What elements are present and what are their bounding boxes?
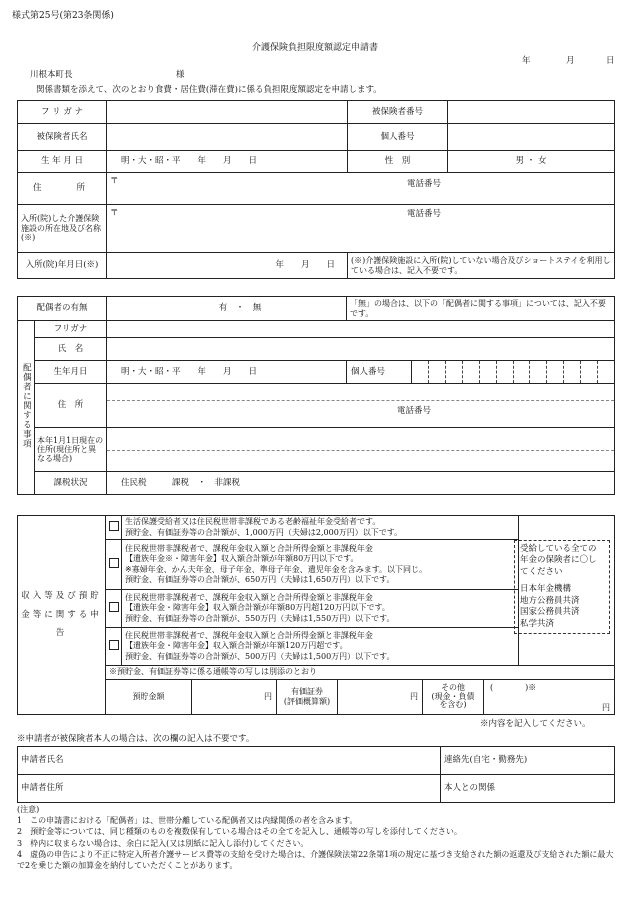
applicant-relation-field[interactable] [441, 775, 615, 803]
spouse-table [17, 296, 615, 495]
applicant-address-label: 申請者住所 [21, 783, 64, 794]
spouse-phone-label: 電話番号 [397, 406, 432, 416]
income-option-1-checkbox[interactable] [106, 516, 122, 540]
spouse-jan1-field[interactable] [107, 428, 615, 472]
postal-mark: 〒 [110, 176, 119, 186]
furigana-field[interactable] [107, 101, 348, 124]
spouse-furigana-field[interactable] [107, 321, 615, 338]
pension-insurer-box[interactable] [514, 540, 610, 634]
spouse-name-field[interactable] [107, 338, 615, 361]
spouse-birth-eras[interactable]: 明・大・昭・平 年 月 日 [107, 361, 347, 384]
admit-note: (※)介護保険施設に入所(院)していない場合及びショートステイを利用している場合は、記入不要です。 [348, 253, 615, 279]
note-2: 2 預貯金等については、同じ種類のものを複数保有している場合はその全てを記入し、通帳等の写しを添付してください。 [17, 827, 462, 837]
securities-label: 有価証券 (評価概算額) [277, 680, 338, 714]
income-option-4-text: 住民税世帯非課税者で、課税年金収入額と合計所得金額と非課税年金 【遺族年金・障害年金】収入額合計額が年額120万円超です。 預貯金、有価証券等の合計額が、500万円（夫婦は1,500万円）以下です。 [122, 628, 519, 666]
insured-number-field[interactable] [448, 101, 615, 124]
other-label: その他 (現金・負債 を含む) [423, 680, 484, 714]
spouse-has-options[interactable]: 有 ・ 無 [107, 297, 347, 321]
form-number: 様式第25号(第23条関係) [12, 11, 114, 21]
facility-phone-label: 電話番号 [407, 209, 442, 219]
spouse-tax-label: 課税状況 [35, 472, 107, 495]
notes-head: (注意) [17, 805, 40, 814]
income-side-label: 収入等及び預貯金等に関する申告 [18, 516, 106, 715]
address-field[interactable] [107, 173, 615, 205]
spouse-birth-label: 生年月日 [35, 361, 107, 384]
insured-number-label: 被保険者番号 [348, 101, 448, 124]
securities-field[interactable]: 円 [338, 680, 423, 714]
date-month-label: 月 [566, 56, 575, 66]
applicant-name-field[interactable] [18, 747, 441, 775]
note-1: 1 この申請書における「配偶者」は、世帯分離している配偶者又は内縁関係の者を含みます。 [17, 816, 358, 826]
addressee-honorific: 様 [176, 70, 185, 80]
furigana-label: フ リ ガ ナ [18, 101, 107, 124]
spouse-side-label: 配偶者に関する事項 [18, 321, 35, 495]
deposit-field[interactable]: 円 [192, 680, 277, 714]
spouse-personal-number-field[interactable] [347, 361, 615, 384]
applicant-contact-label: 連絡先(自宅・勤務先) [444, 755, 528, 766]
insured-name-label: 被保険者氏名 [18, 124, 107, 151]
applicant-note: ※申請者が被保険者本人の場合は、次の欄の記入は不要です。 [17, 734, 255, 744]
spouse-furigana-label: フリガナ [35, 321, 107, 338]
income-option-2-checkbox[interactable] [106, 540, 122, 590]
facility-postal-mark: 〒 [110, 208, 119, 218]
income-option-2-text: 住民税世帯非課税者で、課税年金収入額と合計所得金額と非課税年金 【遺族年金※・障害年金】収入額合計額が年額80万円以下です。 ※寡婦年金、かん夫年金、母子年金、準母子年金、遺児年金を含みます。以下同じ。 預貯金、有価証券等の合計額が、650万円（夫婦は1,650万円）以下です。 [122, 540, 519, 590]
spouse-name-label: 氏 名 [35, 338, 107, 361]
form-title: 介護保険負担限度額認定申請書 [251, 43, 378, 53]
applicant-contact-field[interactable] [441, 747, 615, 775]
applicant-address-field[interactable] [18, 775, 441, 803]
admit-date-label: 入所(院)年月日(※) [18, 253, 107, 279]
facility-label: 入所(院)した介護保険施設の所在地及び名称(※) [18, 205, 107, 253]
address-phone-label: 電話番号 [407, 179, 442, 189]
spouse-address-label: 住 所 [35, 384, 107, 428]
sex-label: 性 別 [348, 151, 448, 173]
admit-date-field[interactable]: 年 月 日 [107, 253, 348, 279]
pension-box-items: 日本年金機構 地方公務員共済 国家公務員共済 私学共済 [520, 584, 580, 629]
income-option-3-text: 住民税世帯非課税者で、課税年金収入額と合計所得金額と非課税年金 【遺族年金・障害年金】収入額合計額が年額80万円超120万円以下です。 預貯金、有価証券等の合計額が、550万円（夫婦は1,550万円）以下です。 [122, 590, 519, 628]
address-label: 住 所 [18, 173, 107, 205]
other-yen: 円 [602, 703, 610, 712]
other-paren: ( )※ [490, 683, 537, 692]
insured-name-field[interactable] [107, 124, 348, 151]
applicant-table [17, 746, 615, 803]
spouse-address-field[interactable] [107, 384, 615, 428]
pension-box-title: 受給している全ての年金の保険者に〇してください [520, 544, 597, 577]
income-option-4-checkbox[interactable] [106, 628, 122, 666]
note-4: 4 虚偽の申告により不正に特定入所者介護サービス費等の支給を受けた場合は、介護保険法第22条第1項の規定に基づき支給された額の返還及び支給された額に最大で2を乗じた額の加算金を納付していただくことがあります。 [17, 849, 614, 870]
applicant-relation-label: 本人との関係 [444, 783, 496, 794]
spouse-jan1-label: 本年1月1日現在の住所(現住所と異なる場合) [35, 428, 107, 472]
spouse-personal-number-label: 個人番号 [347, 361, 412, 383]
sex-options[interactable]: 男 ・ 女 [448, 151, 615, 173]
birth-label: 生 年 月 日 [18, 151, 107, 173]
birth-eras[interactable]: 明・大・昭・平 年 月 日 [107, 151, 348, 173]
deposit-label: 預貯金額 [106, 680, 192, 714]
spouse-tax-options[interactable]: 住民税 課税 ・ 非課税 [107, 472, 615, 495]
note-3: 3 枠内に収まらない場合は、余白に記入(又は別紙に記入し添付)してください。 [17, 838, 309, 848]
fill-note: ※内容を記入してください。 [480, 719, 591, 729]
notes-section [17, 804, 617, 871]
addressee: 川根本町長 [30, 70, 73, 80]
intro-text: 関係書類を添えて、次のとおり食費・居住費(滞在費)に係る負担限度額認定を申請します。 [36, 85, 382, 95]
facility-field[interactable] [107, 205, 615, 253]
attach-note: ※預貯金、有価証券等に係る通帳等の写しは別添のとおり [109, 667, 317, 676]
applicant-name-label: 申請者氏名 [21, 755, 64, 766]
other-field[interactable] [484, 680, 614, 714]
personal-number-label: 個人番号 [348, 124, 448, 151]
date-day-label: 日 [606, 56, 615, 66]
personal-number-field[interactable] [448, 124, 615, 151]
insured-table [17, 100, 615, 279]
spouse-has-note: 「無」の場合は、以下の「配偶者に関する事項」については、記入不要です。 [347, 297, 615, 321]
income-option-3-checkbox[interactable] [106, 590, 122, 628]
income-option-1-text: 生活保護受給者又は住民税世帯非課税である老齢福祉年金受給者です。 預貯金、有価証券等の合計額が、1,000万円（夫婦は2,000万円）以下です。 [122, 516, 519, 540]
assets-cell [106, 666, 615, 715]
date-year-label: 年 [522, 56, 531, 66]
spouse-has-label: 配偶者の有無 [18, 297, 107, 321]
